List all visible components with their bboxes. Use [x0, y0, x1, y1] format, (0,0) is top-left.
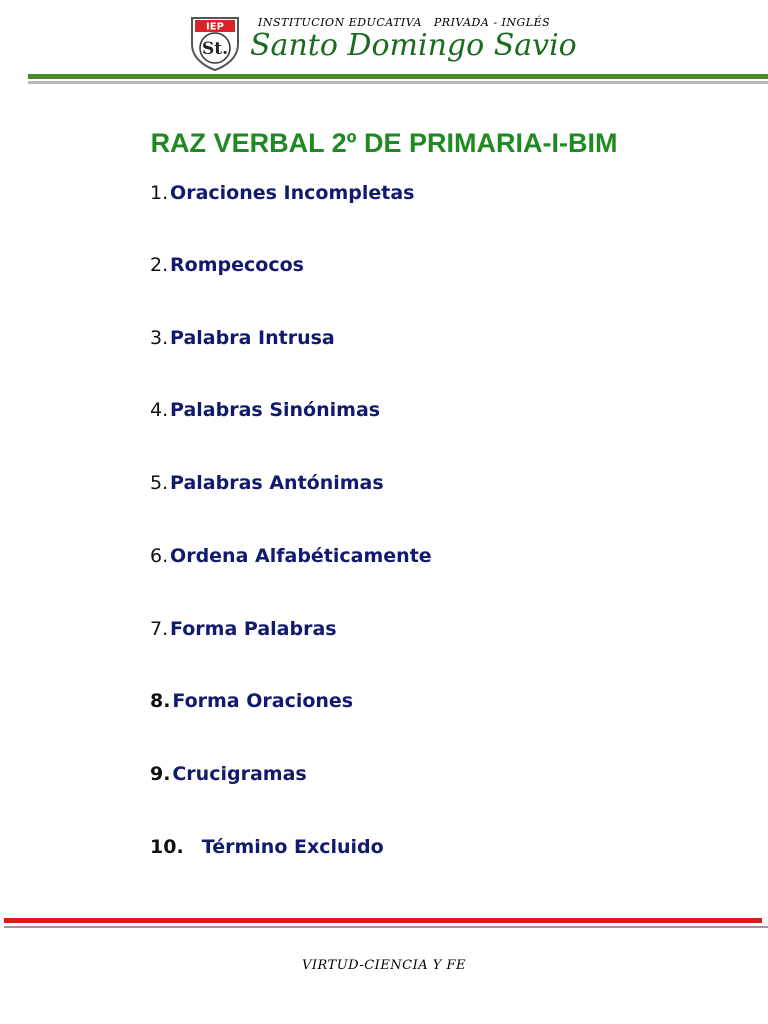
topic-item — [150, 397, 380, 423]
topic-number: 1. — [150, 182, 169, 204]
topic-item — [150, 470, 384, 496]
topic-item — [150, 180, 414, 206]
topic-label: Oraciones Incompletas — [170, 182, 415, 204]
topic-label: Término Excluido — [201, 836, 384, 858]
topic-label: Rompecocos — [170, 254, 304, 276]
logo-text-top: IEP — [206, 21, 224, 33]
topic-number: 3. — [150, 327, 169, 349]
topic-item — [150, 252, 304, 278]
topic-number: 9. — [150, 763, 171, 785]
topic-label: Forma Palabras — [170, 618, 337, 640]
logo-text-center: St. — [201, 39, 229, 59]
topic-label: Palabras Sinónimas — [170, 399, 381, 421]
topic-number: 5. — [150, 472, 169, 494]
topic-item — [150, 616, 337, 642]
topic-label: Crucigramas — [172, 763, 307, 785]
topic-item — [150, 325, 335, 351]
footer-divider-red — [4, 918, 762, 923]
topic-number: 2. — [150, 254, 169, 276]
footer-divider-gray — [4, 926, 768, 928]
footer-motto: VIRTUD-CIENCIA Y FE — [301, 958, 467, 973]
topic-label: Palabra Intrusa — [170, 327, 335, 349]
topic-label: Forma Oraciones — [172, 690, 354, 712]
topic-number: 6. — [150, 545, 169, 567]
topic-item — [150, 761, 307, 787]
topic-label: Ordena Alfabéticamente — [170, 545, 432, 567]
school-name: Santo Domingo Savio — [250, 28, 577, 63]
topic-item — [150, 834, 384, 860]
topic-number: 7. — [150, 618, 169, 640]
document-title: RAZ VERBAL 2º DE PRIMARIA-I-BIM — [150, 128, 618, 158]
topic-number: 10. — [150, 836, 184, 858]
topic-label: Palabras Antónimas — [170, 472, 384, 494]
topic-item — [150, 688, 353, 714]
topic-number: 8. — [150, 690, 171, 712]
topic-item — [150, 543, 432, 569]
institution-subtitle: INSTITUCION EDUCATIVA PRIVADA - INGLÉS — [258, 16, 551, 29]
topic-number: 4. — [150, 399, 169, 421]
